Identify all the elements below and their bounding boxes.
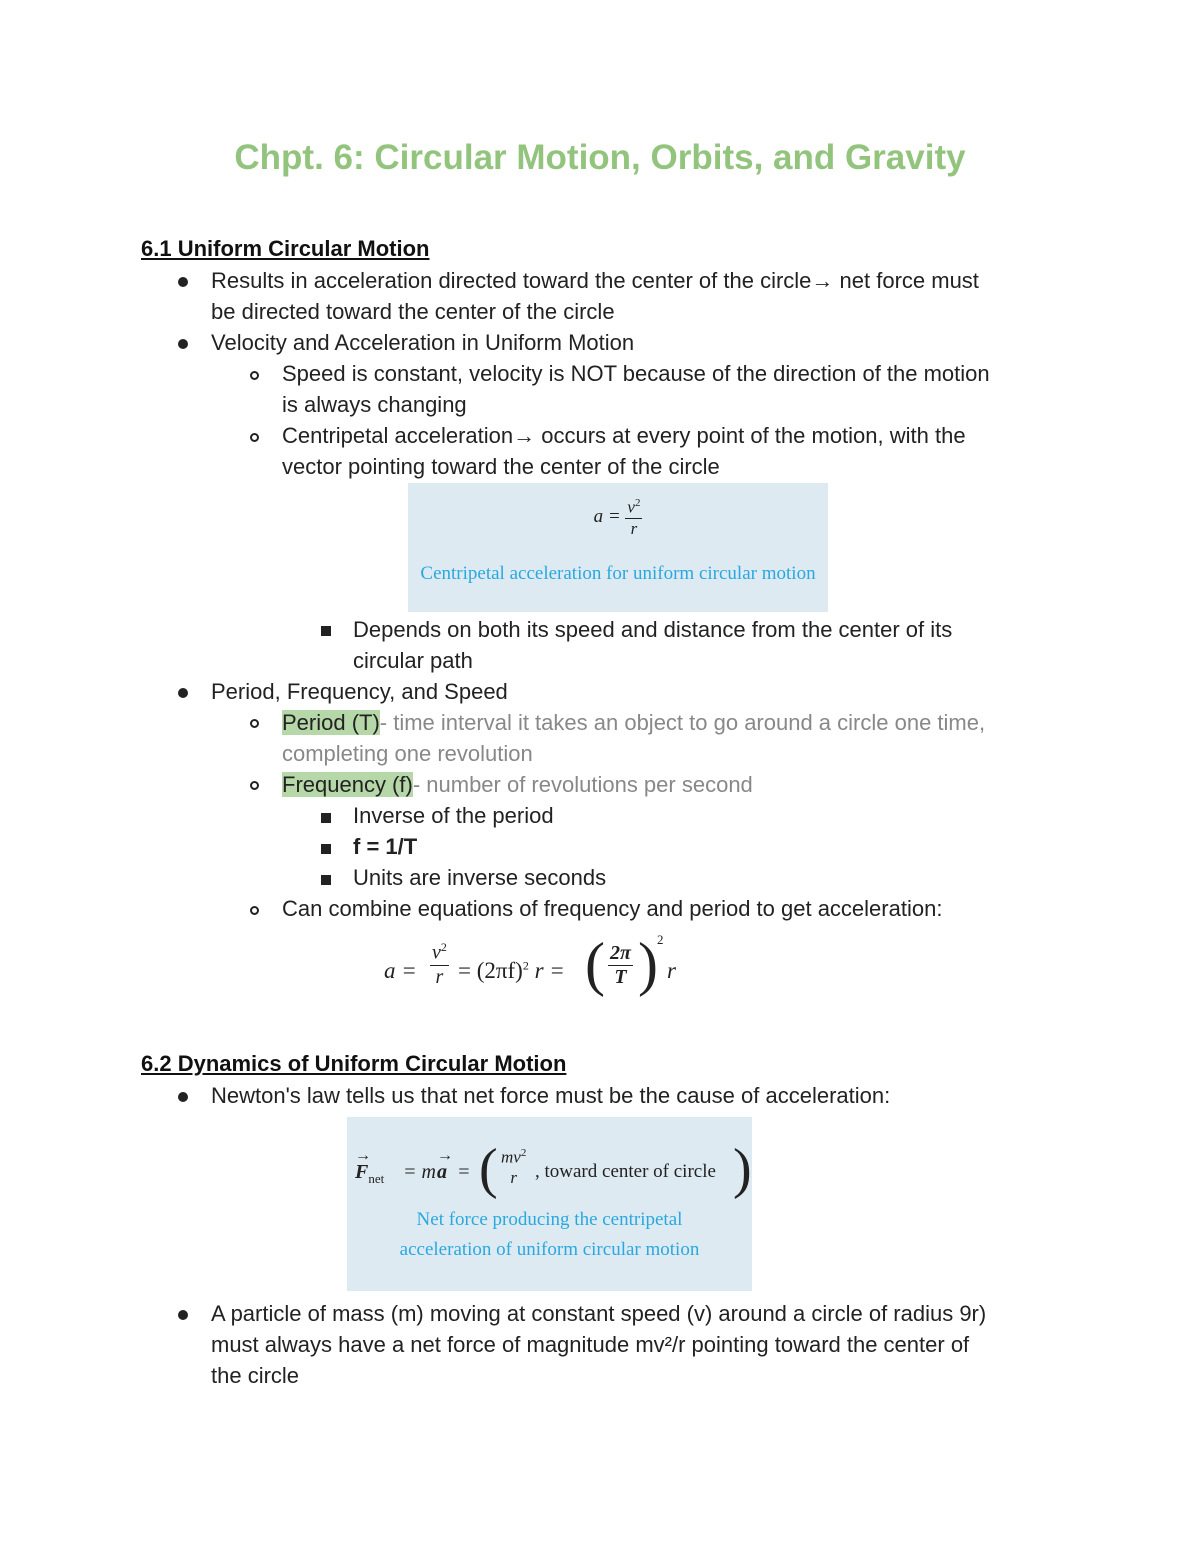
sub-bullet-circle	[250, 719, 259, 728]
formula-caption-line2: acceleration of uniform circular motion	[399, 1239, 700, 1260]
sub-bullet-circle	[250, 371, 259, 380]
formula-T: T	[608, 965, 633, 989]
sub-bullet-circle	[250, 433, 259, 442]
bullet-text: A particle of mass (m) moving at constant speed (v) around a circle of radius 9r)	[211, 1301, 987, 1326]
combined-acceleration-formula	[380, 932, 700, 1012]
formula-v-exp: 2	[440, 940, 447, 954]
period-definition-cont: completing one revolution	[282, 741, 533, 766]
section-heading-6-1: 6.1 Uniform Circular Motion	[141, 236, 430, 261]
period-term-highlight: Period (T)	[282, 710, 380, 735]
bullet-dot	[178, 277, 188, 287]
bullet-dot	[178, 339, 188, 349]
sub-sub-bullet-square	[321, 813, 331, 823]
formula-r-final: r	[667, 958, 676, 983]
formula-eq-m: = m	[403, 1161, 436, 1183]
formula-caption: Centripetal acceleration for uniform circular motion	[420, 563, 816, 584]
paren-left: (	[585, 931, 605, 997]
bullet-text-cont: be directed toward the center of the circle	[211, 299, 615, 324]
sub-bullet-text-cont: is always changing	[282, 392, 467, 417]
frequency-equation: f = 1/T	[353, 834, 418, 859]
bullet-text-cont: must always have a net force of magnitude mv²/r pointing toward the center of	[211, 1332, 970, 1357]
bullet-text-cont: the circle	[211, 1363, 300, 1388]
net-force-formula	[347, 1117, 752, 1291]
sub-bullet-circle	[250, 781, 259, 790]
sub-sub-bullet-square	[321, 875, 331, 885]
formula-2pif: = (2πf)	[458, 958, 523, 983]
formula-2pif-exp: 2	[522, 958, 529, 973]
formula-F-sub: net	[368, 1171, 385, 1186]
paren-right: )	[638, 931, 658, 997]
formula-caption-line1: Net force producing the centripetal	[416, 1209, 683, 1230]
bullet-dot	[178, 688, 188, 698]
formula-numerator: v	[627, 497, 635, 517]
period-definition-text: - time interval it takes an object to go around a circle one time,	[379, 710, 986, 735]
sub-bullet-text: Speed is constant, velocity is NOT because of the direction of the motion	[282, 361, 990, 386]
formula-v: v	[432, 941, 441, 964]
formula-lhs: a =	[593, 506, 621, 528]
bullet-dot	[178, 1092, 188, 1102]
section-heading-6-2: 6.2 Dynamics of Uniform Circular Motion	[141, 1051, 567, 1076]
paren-left: (	[479, 1138, 498, 1200]
formula-r: r	[430, 965, 449, 989]
centripetal-acceleration-formula	[408, 483, 828, 612]
sub-bullet-text-cont: vector pointing toward the center of the circle	[282, 454, 720, 479]
frequency-definition	[282, 769, 753, 800]
sub-sub-bullet-square	[321, 844, 331, 854]
formula-paren-exp: 2	[657, 932, 664, 947]
formula-r: r	[510, 1167, 517, 1187]
formula-mv-exp: 2	[520, 1147, 527, 1159]
formula-r-equals: r =	[534, 958, 565, 983]
bullet-text: Period, Frequency, and Speed	[211, 679, 508, 704]
frequency-definition-text: - number of revolutions per second	[412, 772, 753, 797]
sub-bullet-text: Can combine equations of frequency and period to get acceleration:	[282, 896, 943, 921]
sub-bullet-text: Centripetal acceleration→ occurs at every point of the motion, with the	[282, 423, 966, 448]
formula-mv: mv	[501, 1147, 521, 1167]
paren-right: )	[733, 1138, 752, 1200]
formula-2pi: 2π	[610, 942, 631, 964]
bullet-text: Newton's law tells us that net force must be the cause of acceleration:	[211, 1083, 891, 1108]
formula-a: a =	[384, 958, 417, 983]
frequency-term-highlight: Frequency (f)	[282, 772, 413, 797]
formula-tail: , toward center of circle	[535, 1161, 716, 1182]
formula-exponent: 2	[634, 497, 641, 509]
sub-sub-bullet-text: Inverse of the period	[353, 803, 554, 828]
sub-sub-bullet-text-cont: circular path	[353, 648, 473, 673]
formula-eq: =	[457, 1161, 471, 1183]
sub-sub-bullet-text: Depends on both its speed and distance from the center of its	[353, 617, 953, 642]
formula-F: → $F_{net}$	[355, 1147, 385, 1186]
sub-bullet-circle	[250, 906, 259, 915]
formula-denominator: r	[625, 518, 642, 539]
sub-sub-bullet-square	[321, 626, 331, 636]
sub-sub-bullet-text: Units are inverse seconds	[353, 865, 607, 890]
formula-a-vector: → a	[437, 1147, 453, 1183]
bullet-text: Results in acceleration directed toward the center of the circle→ net force must	[211, 268, 979, 293]
page-title: Chpt. 6: Circular Motion, Orbits, and Gravity	[234, 138, 966, 177]
period-definition	[282, 707, 985, 738]
bullet-dot	[178, 1310, 188, 1320]
bullet-text: Velocity and Acceleration in Uniform Motion	[211, 330, 635, 355]
